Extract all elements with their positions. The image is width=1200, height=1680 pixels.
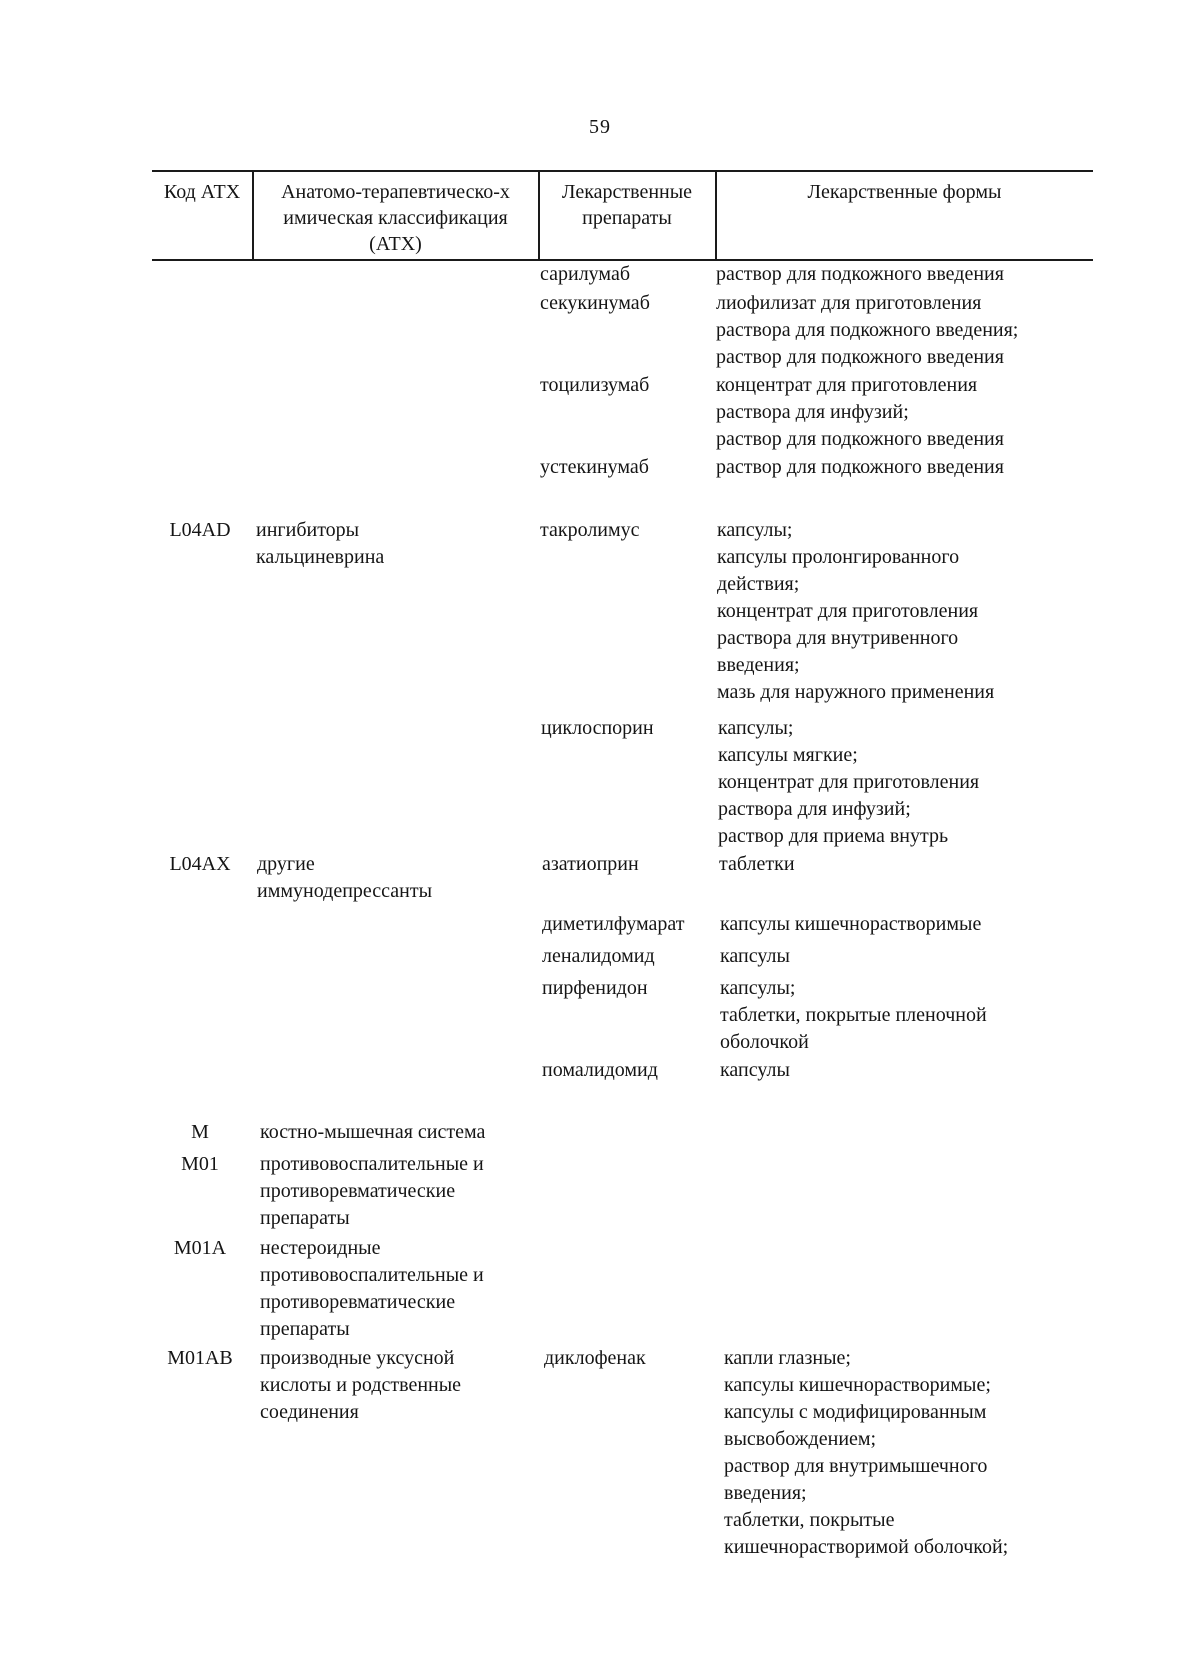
header-drugs: Лекарственные препараты (561, 181, 693, 229)
drug-name: помалидомид (542, 1059, 658, 1081)
dosage-form: капсулы; капсулы пролонгированного действия; концентрат для приготовления раствора для внутривенного введения; мазь для наружного применения (717, 519, 995, 703)
atc-group: ингибиторы кальциневрина (256, 519, 385, 568)
atc-code: L04AX (169, 853, 231, 875)
table-header (152, 170, 1093, 261)
drug-name: циклоспорин (541, 717, 654, 739)
drug-name: такролимус (540, 519, 640, 541)
dosage-form: капсулы; таблетки, покрытые пленочной оболочкой (720, 977, 987, 1053)
drug-name: устекинумаб (540, 456, 649, 478)
drug-name: секукинумаб (540, 292, 650, 314)
drug-name: азатиоприн (542, 853, 639, 875)
dosage-form: капсулы; капсулы мягкие; концентрат для приготовления раствора для инфузий; раствор для приема внутрь (718, 717, 980, 847)
drug-name: леналидомид (542, 945, 655, 967)
header-atc-classification: Анатомо-терапевтическо-х имическая классификация (АТХ) (281, 181, 510, 255)
atc-group: нестероидные противовоспалительные и противоревматические препараты (260, 1237, 484, 1340)
drug-name: тоцилизумаб (540, 374, 650, 396)
drug-name: диклофенак (544, 1347, 646, 1369)
header-dosage-forms: Лекарственные формы (807, 181, 1002, 203)
dosage-form: капсулы (720, 945, 790, 967)
dosage-form: раствор для подкожного введения (716, 263, 1004, 285)
atc-code: M01A (173, 1237, 227, 1259)
atc-code: L04AD (169, 519, 231, 541)
dosage-form: концентрат для приготовления раствора для инфузий; раствор для подкожного введения (716, 374, 1004, 450)
dosage-form: капсулы кишечнорастворимые (720, 913, 982, 935)
drug-classification-table (152, 170, 1093, 1641)
table-body (152, 261, 1093, 1641)
atc-group: противовоспалительные и противоревматические препараты (260, 1153, 484, 1229)
dosage-form: раствор для подкожного введения (716, 456, 1004, 478)
drug-name: сарилумаб (540, 263, 630, 285)
atc-group: костно-мышечная система (260, 1121, 486, 1143)
drug-name: диметилфумарат (542, 913, 685, 935)
drug-name: пирфенидон (542, 977, 648, 999)
atc-code: M01AB (167, 1347, 233, 1369)
atc-code: M01 (181, 1153, 219, 1175)
dosage-form: капли глазные; капсулы кишечнорастворимые; капсулы с модифицированным высвобождением; раствор для внутримышечного введения; таблетки, покрытые кишечнорастворимой оболочкой; (724, 1347, 1009, 1558)
dosage-form: лиофилизат для приготовления раствора для подкожного введения; раствор для подкожного введения (716, 292, 1019, 368)
atc-code: M (191, 1121, 209, 1143)
dosage-form: капсулы (720, 1059, 790, 1081)
page-number: 59 (589, 116, 611, 138)
dosage-form: таблетки (719, 853, 795, 875)
header-code: Код АТХ (163, 181, 241, 203)
atc-group: производные уксусной кислоты и родственные соединения (260, 1347, 462, 1423)
atc-group: другие иммунодепрессанты (257, 853, 433, 902)
